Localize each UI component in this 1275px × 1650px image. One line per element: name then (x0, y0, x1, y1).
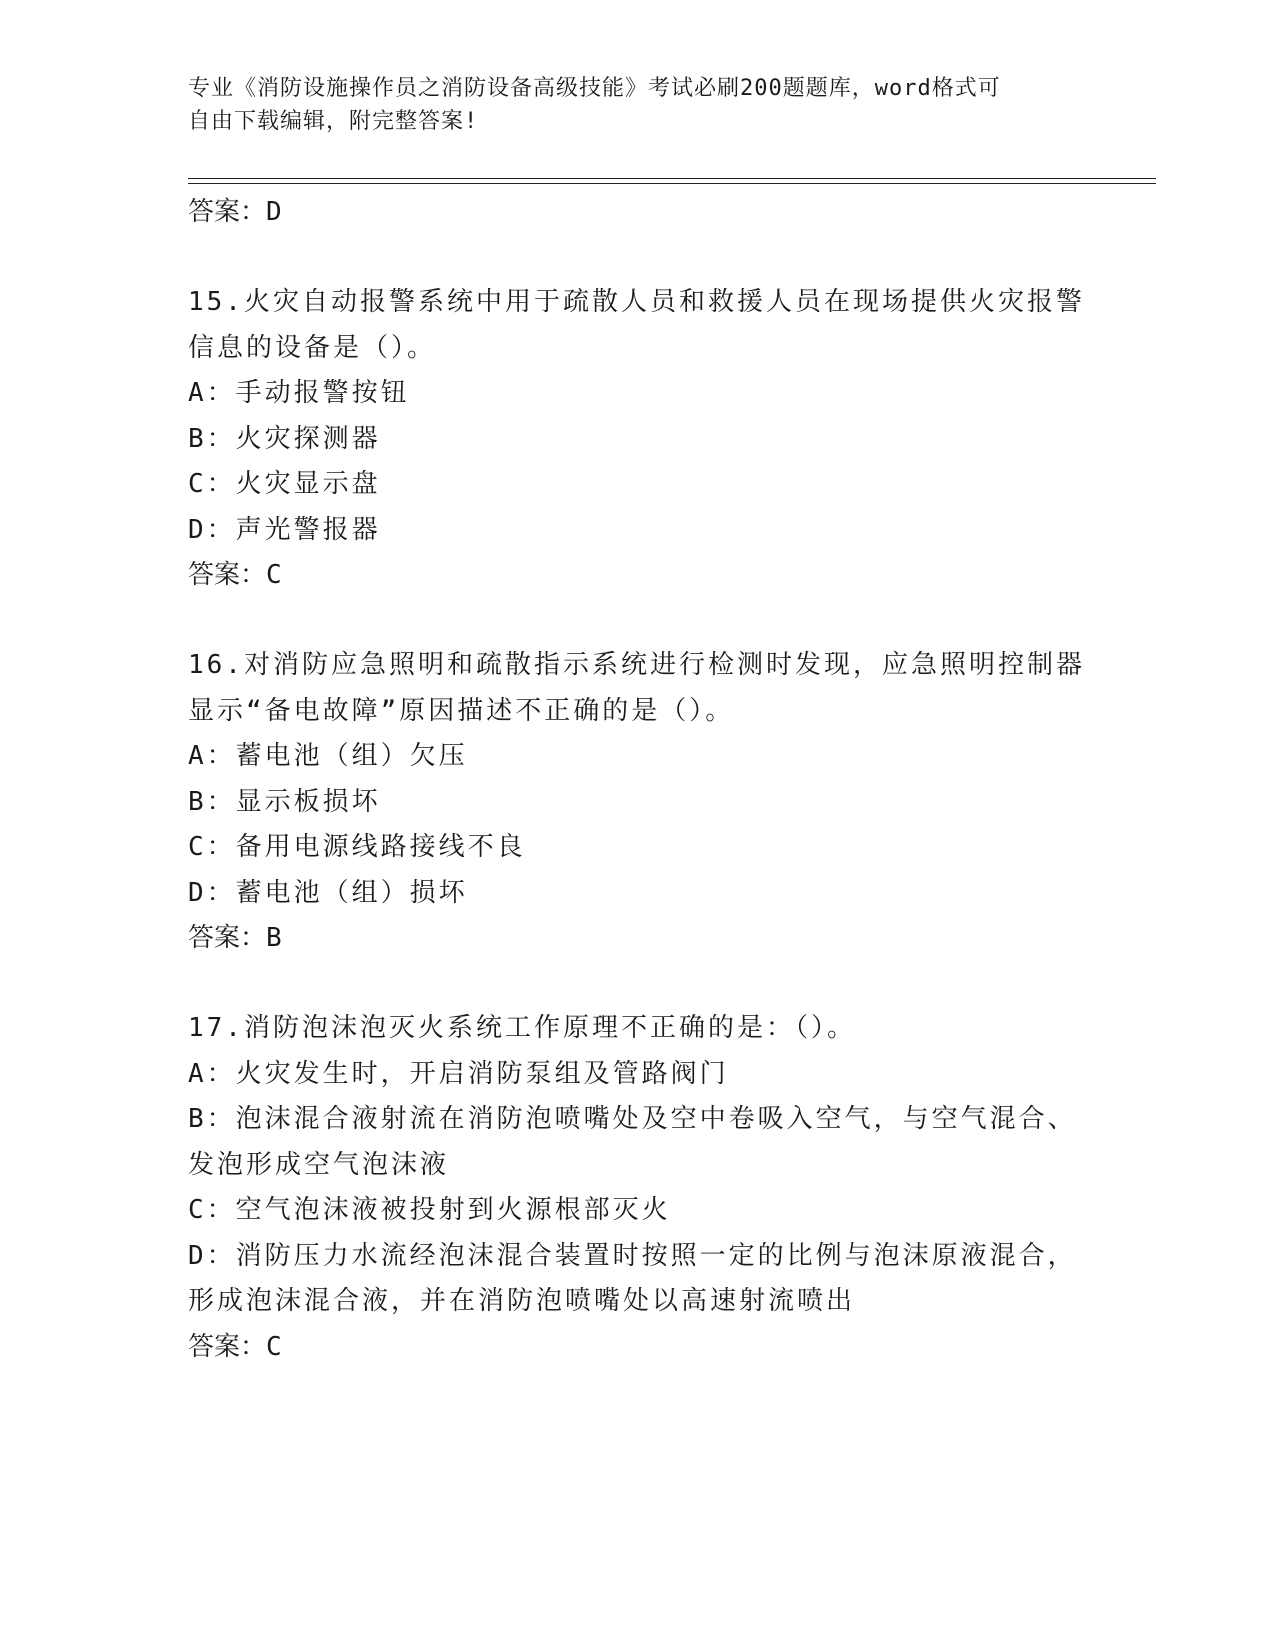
option-a: A：火灾发生时，开启消防泵组及管路阀门 (188, 1058, 729, 1089)
option-b-continued: 发泡形成空气泡沫液 (188, 1149, 450, 1180)
option-b: B：火灾探测器 (188, 423, 381, 454)
question-stem-line: 16.对消防应急照明和疏散指示系统进行检测时发现，应急照明控制器 (188, 650, 1085, 680)
option-d: D：声光警报器 (188, 514, 381, 545)
document-body (188, 190, 1088, 1369)
header-divider-top (188, 178, 1156, 179)
option-d: D：消防压力水流经泡沫混合装置时按照一定的比例与泡沫原液混合， (188, 1240, 1077, 1271)
option-d: D：蓄电池（组）损坏 (188, 877, 468, 908)
header-line-2: 自由下载编辑，附完整答案! (188, 109, 479, 134)
option-c: C：备用电源线路接线不良 (188, 832, 526, 862)
answer: 答案：B (188, 923, 282, 953)
previous-answer: 答案：D (188, 197, 282, 227)
document-header (188, 72, 1068, 138)
question-stem-line: 信息的设备是（）。 (188, 332, 437, 363)
answer: 答案：C (188, 1331, 282, 1362)
option-c: C：火灾显示盘 (188, 469, 381, 499)
option-c: C：空气泡沫液被投射到火源根部灭火 (188, 1195, 671, 1225)
header-divider-bottom (188, 183, 1156, 184)
question-17 (188, 1006, 1088, 1369)
question-stem-line: 15.火灾自动报警系统中用于疏散人员和救援人员在现场提供火灾报警 (188, 287, 1085, 317)
option-a: A：蓄电池（组）欠压 (188, 741, 468, 771)
question-16 (188, 643, 1088, 960)
question-15 (188, 280, 1088, 597)
option-b: B：泡沫混合液射流在消防泡喷嘴处及空中卷吸入空气，与空气混合、 (188, 1104, 1077, 1134)
question-stem-line: 17.消防泡沫泡灭火系统工作原理不正确的是：（）。 (188, 1013, 856, 1043)
question-stem-line: 显示“备电故障”原因描述不正确的是（）。 (188, 695, 735, 726)
option-b: B：显示板损坏 (188, 786, 381, 817)
answer: 答案：C (188, 560, 282, 590)
header-line-1: 专业《消防设施操作员之消防设备高级技能》考试必刷200题题库，word格式可 (188, 76, 1001, 101)
option-a: A：手动报警按钮 (188, 378, 410, 408)
option-d-continued: 形成泡沫混合液，并在消防泡喷嘴处以高速射流喷出 (188, 1286, 856, 1316)
